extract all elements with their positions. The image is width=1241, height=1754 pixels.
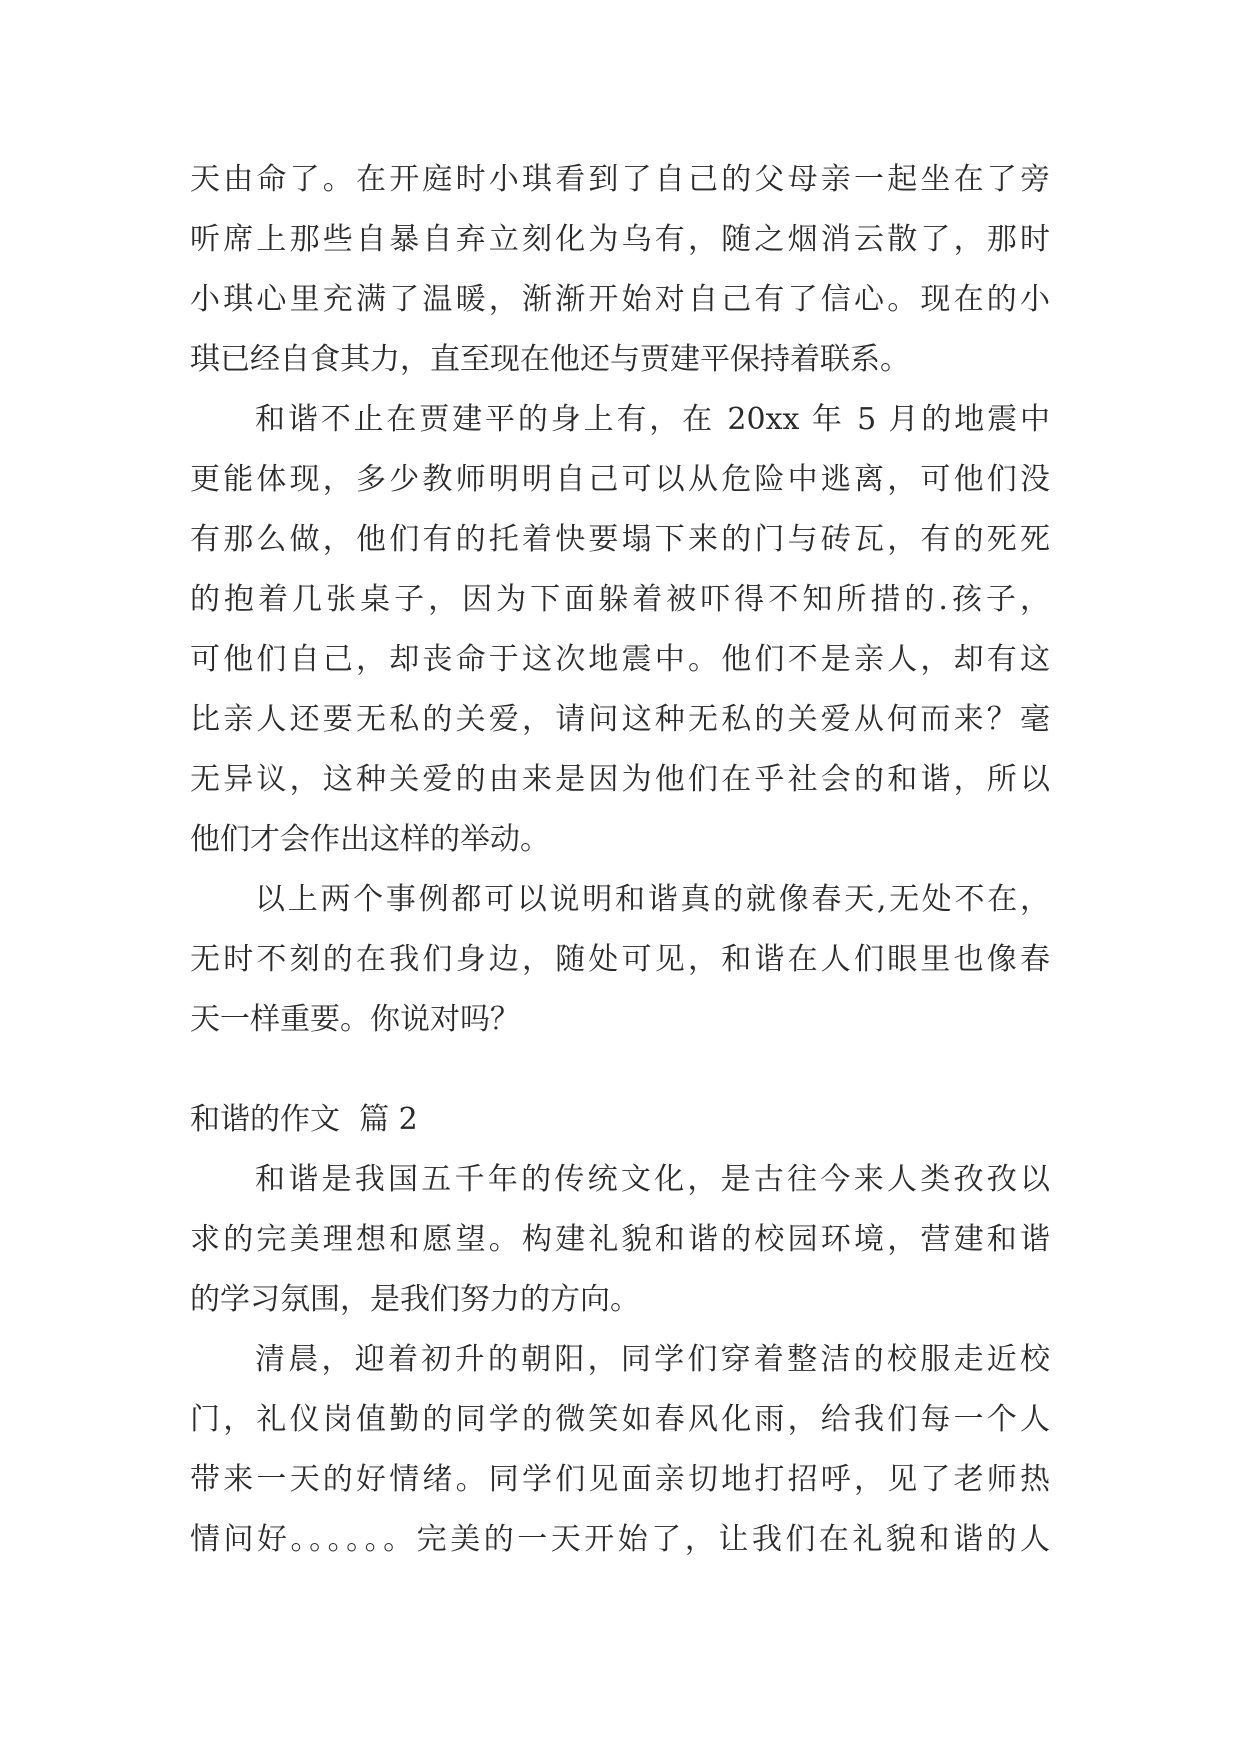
paragraph-line: 听席上那些自暴自弃立刻化为乌有，随之烟消云散了，那时: [190, 222, 1050, 257]
paragraph-line: 以上两个事例都可以说明和谐真的就像春天,无处不在，: [255, 882, 1050, 917]
paragraph-line: 的学习氛围，是我们努力的方向。: [190, 1282, 640, 1317]
paragraph-line: 和谐是我国五千年的传统文化，是古往今来人类孜孜以: [255, 1162, 1050, 1197]
paragraph-line: 无时不刻的在我们身边，随处可见，和谐在人们眼里也像春: [190, 942, 1050, 977]
paragraph-line: 带来一天的好情绪。同学们见面亲切地打招呼，见了老师热: [190, 1462, 1050, 1497]
paragraph-line: 琪已经自食其力，直至现在他还与贾建平保持着联系。: [190, 342, 910, 377]
paragraph-line: 天一样重要。你说对吗？: [190, 1002, 520, 1037]
paragraph-line: 比亲人还要无私的关爱，请问这种无私的关爱从何而来？毫: [190, 702, 1050, 737]
paragraph-line: 可他们自己，却丧命于这次地震中。他们不是亲人，却有这: [190, 642, 1050, 677]
paragraph-line: 无异议，这种关爱的由来是因为他们在乎社会的和谐，所以: [190, 762, 1050, 797]
paragraph-line: 和谐不止在贾建平的身上有，在 20xx 年 5 月的地震中: [255, 402, 1050, 437]
section-heading: 和谐的作文 篇 2: [190, 1102, 418, 1137]
paragraph-line: 的抱着几张桌子，因为下面躲着被吓得不知所措的.孩子，: [190, 582, 1050, 617]
paragraph-line: 有那么做，他们有的托着快要塌下来的门与砖瓦，有的死死: [190, 522, 1050, 557]
paragraph-line: 天由命了。在开庭时小琪看到了自己的父母亲一起坐在了旁: [190, 162, 1050, 197]
paragraph-line: 门，礼仪岗值勤的同学的微笑如春风化雨，给我们每一个人: [190, 1402, 1050, 1437]
paragraph-line: 求的完美理想和愿望。构建礼貌和谐的校园环境，营建和谐: [190, 1222, 1050, 1257]
paragraph-line: 更能体现，多少教师明明自己可以从危险中逃离，可他们没: [190, 462, 1050, 497]
paragraph-line: 清晨，迎着初升的朝阳，同学们穿着整洁的校服走近校: [255, 1342, 1050, 1377]
paragraph-line: 情问好。。。。。。完美的一天开始了，让我们在礼貌和谐的人: [190, 1522, 1050, 1557]
paragraph-line: 小琪心里充满了温暖，渐渐开始对自己有了信心。现在的小: [190, 282, 1050, 317]
paragraph-line: 他们才会作出这样的举动。: [190, 822, 550, 857]
